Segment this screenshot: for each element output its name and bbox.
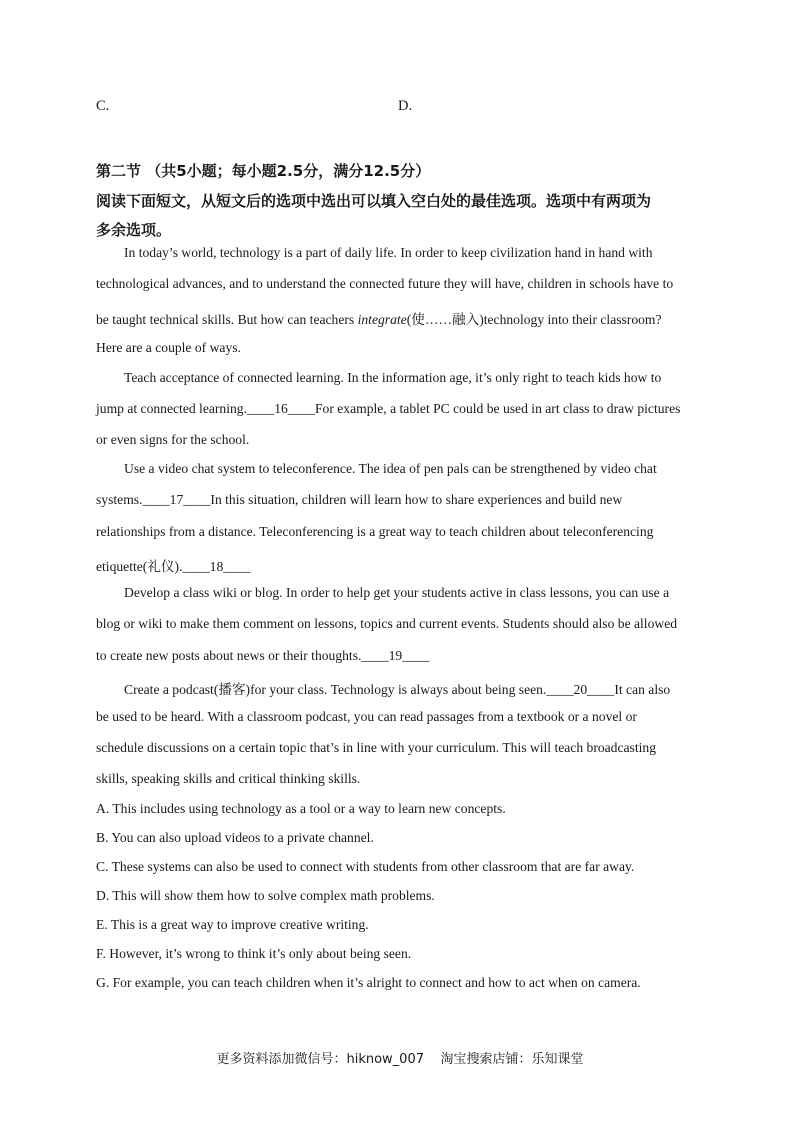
passage-line	[96, 401, 680, 417]
passage-line	[96, 308, 662, 328]
option-d-label: D.	[398, 98, 413, 114]
passage-line	[96, 555, 250, 575]
passage-line	[96, 648, 429, 664]
section-title: 第二节 （共5小题；每小题2.5分，满分12.5分）	[96, 162, 431, 180]
passage-text: Create a podcast(播客)for your class. Technology is always about being seen.	[124, 682, 547, 697]
passage-line: blog or wiki to make them comment on lessons, topics and current events. Students should also be allowed	[96, 616, 678, 631]
passage-text: For example, a tablet PC could be used in art class to draw pictures	[314, 401, 681, 416]
passage-line: schedule discussions on a certain topic that’s in line with your curriculum. This will teach broadcasting	[96, 740, 656, 755]
blank-20: ____20____	[546, 682, 615, 697]
passage-line: Develop a class wiki or blog. In order to help get your students active in class lessons, you can use a	[124, 585, 670, 600]
passage-text: be taught technical skills. But how can teachers	[96, 312, 358, 327]
passage-line: skills, speaking skills and critical thinking skills.	[96, 771, 361, 786]
passage-line: be used to be heard. With a classroom podcast, you can read passages from a textbook or a novel or	[96, 709, 637, 724]
passage-text: In this situation, children will learn how to share experiences and build new	[210, 492, 623, 507]
passage-line: or even signs for the school.	[96, 432, 250, 447]
passage-line: Here are a couple of ways.	[96, 340, 241, 355]
choice-g: G. For example, you can teach children when it’s alright to connect and how to act when on camera.	[96, 975, 641, 990]
passage-text: (使……融入)technology into their classroom?	[406, 312, 662, 327]
choice-d: D. This will show them how to solve complex math problems.	[96, 888, 435, 903]
choice-c: C. These systems can also be used to connect with students from other classroom that are far away.	[96, 859, 635, 874]
passage-text: jump at connected learning.	[96, 401, 247, 416]
passage-line: relationships from a distance. Teleconferencing is a great way to teach children about teleconferencing	[96, 524, 654, 539]
blank-18: ____18____	[182, 559, 251, 574]
choice-e: E. This is a great way to improve creative writing.	[96, 917, 369, 932]
blank-17: ____17____	[142, 492, 211, 507]
choice-b: B. You can also upload videos to a private channel.	[96, 830, 374, 845]
passage-line: Teach acceptance of connected learning. In the information age, it’s only right to teach kids how to	[124, 370, 662, 385]
passage-line: Use a video chat system to teleconference. The idea of pen pals can be strengthened by video chat	[124, 461, 657, 476]
passage-text: It can also	[614, 682, 671, 697]
blank-16: ____16____	[247, 401, 315, 416]
passage-line: In today’s world, technology is a part of daily life. In order to keep civilization hand in hand with	[124, 245, 653, 260]
blank-19: ____19____	[361, 648, 430, 663]
passage-text: systems.	[96, 492, 143, 507]
page-footer: 更多资料添加微信号：hiknow_007 淘宝搜索店铺：乐知课堂	[216, 1052, 584, 1067]
passage-text: etiquette(礼仪).	[96, 559, 183, 574]
section-instruction-line1: 阅读下面短文，从短文后的选项中选出可以填入空白处的最佳选项。选项中有两项为	[96, 192, 652, 210]
passage-line	[96, 492, 622, 508]
choice-f: F. However, it’s wrong to think it’s only about being seen.	[96, 946, 412, 961]
passage-italic-term: integrate	[357, 312, 407, 327]
passage-line	[124, 678, 670, 698]
passage-text: to create new posts about news or their thoughts.	[96, 648, 362, 663]
option-c-label: C.	[96, 98, 110, 114]
choice-a: A. This includes using technology as a tool or a way to learn new concepts.	[96, 801, 506, 816]
passage-line: technological advances, and to understand the connected future they will have, children in schools have to	[96, 276, 674, 291]
section-instruction-line2: 多余选项。	[96, 221, 172, 239]
